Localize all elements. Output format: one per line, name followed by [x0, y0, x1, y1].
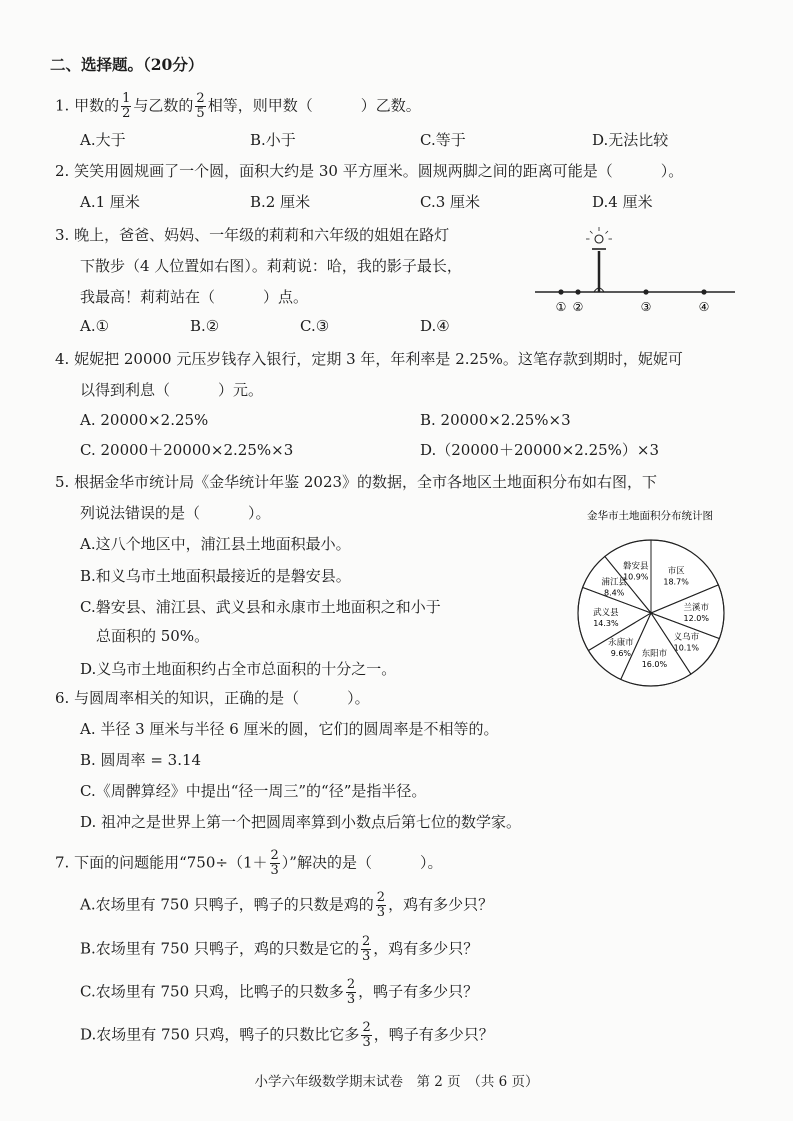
option-text-post: ，鸡有多少只？: [388, 895, 494, 914]
slice-label: 磐安县: [623, 561, 649, 572]
q1-option-b[interactable]: B.小于: [250, 131, 296, 149]
q4-option-a[interactable]: A. 20000×2.25%: [80, 411, 209, 429]
slice-value-label: 16.0%: [641, 660, 668, 670]
numerator: 2: [196, 91, 205, 106]
q1-option-a[interactable]: A.大于: [80, 131, 126, 149]
chart-title: 金华市土地面积分布统计图: [587, 510, 713, 522]
numerator: 2: [361, 934, 371, 949]
fraction-2-5: [195, 92, 205, 121]
option-text-pre: A.农场里有 750 只鸭子，鸭子的只数是鸡的: [80, 895, 374, 914]
slice-value-label: 14.3%: [593, 619, 619, 629]
slice-label: 武义县: [593, 608, 619, 619]
denominator: 2: [122, 106, 131, 121]
numerator: 2: [346, 977, 356, 992]
slice-value-label: 12.0%: [683, 614, 709, 624]
q2-option-b[interactable]: B.2 厘米: [250, 193, 311, 211]
q1-text-end: ）乙数。: [360, 96, 421, 115]
question-1: [55, 92, 421, 121]
point-1-dot: [558, 289, 563, 294]
question-4-line-2: [80, 380, 263, 400]
q5-option-c-cont: 总面积的 50%。: [96, 627, 210, 645]
fraction-2-3: [270, 849, 280, 878]
point-2-label: ②: [572, 300, 584, 314]
street-lamp-figure: [530, 225, 740, 315]
denominator: 3: [376, 905, 386, 920]
option-text-post: ，鸭子有多少只？: [373, 1025, 494, 1044]
slice-label: 永康市: [608, 637, 634, 648]
q4-option-d[interactable]: D.（20000＋20000×2.25%）×3: [420, 441, 660, 459]
point-1-label: ①: [555, 300, 567, 314]
q6-option-d[interactable]: D. 祖冲之是世界上第一个把圆周率算到小数点后第七位的数学家。: [80, 813, 522, 831]
q2-option-c[interactable]: C.3 厘米: [420, 193, 481, 211]
q3-option-d[interactable]: D.④: [420, 317, 450, 335]
slice-value-label: 10.9%: [623, 572, 649, 582]
option-text-post: ，鸭子有多少只？: [358, 982, 479, 1001]
q3-text-end: ）点。: [263, 288, 309, 306]
option-text-pre: C.农场里有 750 只鸡，比鸭子的只数多: [80, 982, 344, 1001]
q1-option-c[interactable]: C.等于: [420, 131, 466, 149]
q7-text-pre: 下面的问题能用“750÷（1＋: [74, 853, 268, 872]
page-footer: 小学六年级数学期末试卷 第 2 页 （共 6 页）: [254, 1074, 539, 1090]
q7-option-d[interactable]: [80, 1021, 494, 1050]
point-3-dot: [643, 289, 648, 294]
question-3-line-1: [55, 225, 449, 245]
denominator: 5: [196, 106, 205, 121]
q6-text-end: ）。: [347, 689, 370, 707]
q4-text-2: 以得到利息（: [80, 381, 171, 399]
option-text-pre: D.农场里有 750 只鸡，鸭子的只数比它多: [80, 1025, 360, 1044]
question-2: [55, 161, 683, 181]
denominator: 3: [362, 1035, 371, 1050]
q7-option-a[interactable]: [80, 891, 493, 920]
slice-label: 浦江县: [601, 577, 627, 588]
denominator: 3: [346, 992, 356, 1007]
q6-text: 与圆周率相关的知识，正确的是（: [74, 689, 300, 707]
point-4-dot: [701, 289, 706, 294]
q5-option-a[interactable]: A.这八个地区中，浦江县土地面积最小。: [80, 535, 351, 553]
q7-option-b[interactable]: [80, 935, 478, 964]
q1-text-mid: 与乙数的: [133, 96, 194, 115]
question-number: 7.: [55, 853, 70, 872]
q4-text-end: ）元。: [218, 381, 264, 399]
option-text-pre: B.农场里有 750 只鸭子，鸡的只数是它的: [80, 939, 359, 958]
q5-text-end: ）。: [248, 504, 271, 522]
point-2-dot: [575, 289, 580, 294]
slice-label: 市区: [667, 566, 685, 577]
numerator: 2: [362, 1020, 371, 1035]
slice-value-label: 10.1%: [673, 643, 700, 653]
slice-label: 东阳市: [641, 649, 668, 660]
q7-option-c[interactable]: [80, 978, 478, 1007]
q6-option-b[interactable]: B. 圆周率 = 3.14: [80, 751, 202, 769]
fraction-1-2: [121, 92, 131, 121]
q7-text-post: ）”解决的是（: [281, 853, 372, 872]
q1-option-d[interactable]: D.无法比较: [592, 131, 669, 149]
denominator: 3: [270, 863, 279, 878]
q3-text-1: 晚上，爸爸、妈妈、一年级的莉莉和六年级的姐姐在路灯: [74, 226, 450, 244]
section-title: 二、选择题。（20分）: [50, 55, 204, 74]
question-number: 4.: [55, 350, 70, 368]
q6-option-a[interactable]: A. 半径 3 厘米与半径 6 厘米的圆，它们的圆周率是不相等的。: [80, 720, 499, 738]
slice-label: 义乌市: [673, 632, 700, 643]
point-4-label: ④: [698, 300, 710, 314]
question-number: 3.: [55, 226, 70, 244]
numerator: 2: [376, 890, 386, 905]
q2-option-a[interactable]: A.1 厘米: [80, 193, 140, 211]
q1-text-post: 相等，则甲数（: [207, 96, 313, 115]
question-number: 6.: [55, 689, 70, 707]
question-6: [55, 688, 370, 708]
fraction-2-3: [361, 935, 371, 964]
fraction-2-3: [346, 978, 356, 1007]
numerator: 1: [122, 91, 131, 106]
denominator: 3: [361, 949, 371, 964]
q4-option-b[interactable]: B. 20000×2.25%×3: [420, 411, 571, 429]
q2-text-end: ）。: [660, 162, 684, 180]
slice-value-label: 9.6%: [610, 648, 632, 658]
q5-option-b[interactable]: B.和义乌市土地面积最接近的是磐安县。: [80, 567, 351, 585]
fraction-2-3: [376, 891, 386, 920]
question-5-line-2: [80, 503, 271, 523]
q3-text-3: 我最高！莉莉站在（: [80, 288, 216, 306]
q5-text-1: 根据金华市统计局《金华统计年鉴 2023》的数据，全市各地区土地面积分布如右图，下: [74, 473, 658, 491]
slice-label: 兰溪市: [683, 603, 710, 614]
q3-text-2: 下散步（4 人位置如右图）。莉莉说：哈，我的影子最长，: [80, 257, 462, 275]
question-7: [55, 849, 442, 878]
land-area-pie-chart: [545, 505, 745, 700]
q1-text-pre: 甲数的: [74, 96, 120, 115]
point-3-label: ③: [640, 300, 652, 314]
question-5-line-1: [55, 472, 657, 492]
question-3-line-3: [80, 287, 308, 307]
q5-text-2: 列说法错误的是（: [80, 504, 201, 522]
slice-value-label: 18.7%: [663, 577, 689, 587]
q5-option-d[interactable]: D.义乌市土地面积约占全市总面积的十分之一。: [80, 660, 397, 678]
q3-option-b[interactable]: B.②: [190, 317, 220, 335]
light-bulb-icon: [586, 227, 612, 243]
q4-text-1: 妮妮把 20000 元压岁钱存入银行，定期 3 年，年利率是 2.25%。这笔存款到期时，妮妮可: [74, 350, 683, 368]
question-number: 1.: [55, 96, 70, 115]
q6-option-c[interactable]: C.《周髀算经》中提出“径一周三”的“径”是指半径。: [80, 782, 427, 800]
q3-option-c[interactable]: C.③: [300, 317, 330, 335]
question-number: 2.: [55, 162, 70, 180]
slice-value-label: 8.4%: [604, 588, 625, 598]
q4-option-c[interactable]: C. 20000＋20000×2.25%×3: [80, 441, 294, 459]
fraction-2-3: [361, 1021, 371, 1050]
question-4-line-1: [55, 349, 683, 369]
option-text-post: ，鸡有多少只？: [373, 939, 479, 958]
q7-text-end: ）。: [419, 853, 443, 872]
question-number: 5.: [55, 473, 70, 491]
q2-option-d[interactable]: D.4 厘米: [592, 193, 653, 211]
q5-option-c[interactable]: C.磐安县、浦江县、武义县和永康市土地面积之和小于: [80, 598, 441, 616]
q3-option-a[interactable]: A.①: [80, 317, 110, 335]
numerator: 2: [270, 848, 279, 863]
q2-text: 笑笑用圆规画了一个圆，面积大约是 30 平方厘米。圆规两脚之间的距离可能是（: [74, 162, 613, 180]
